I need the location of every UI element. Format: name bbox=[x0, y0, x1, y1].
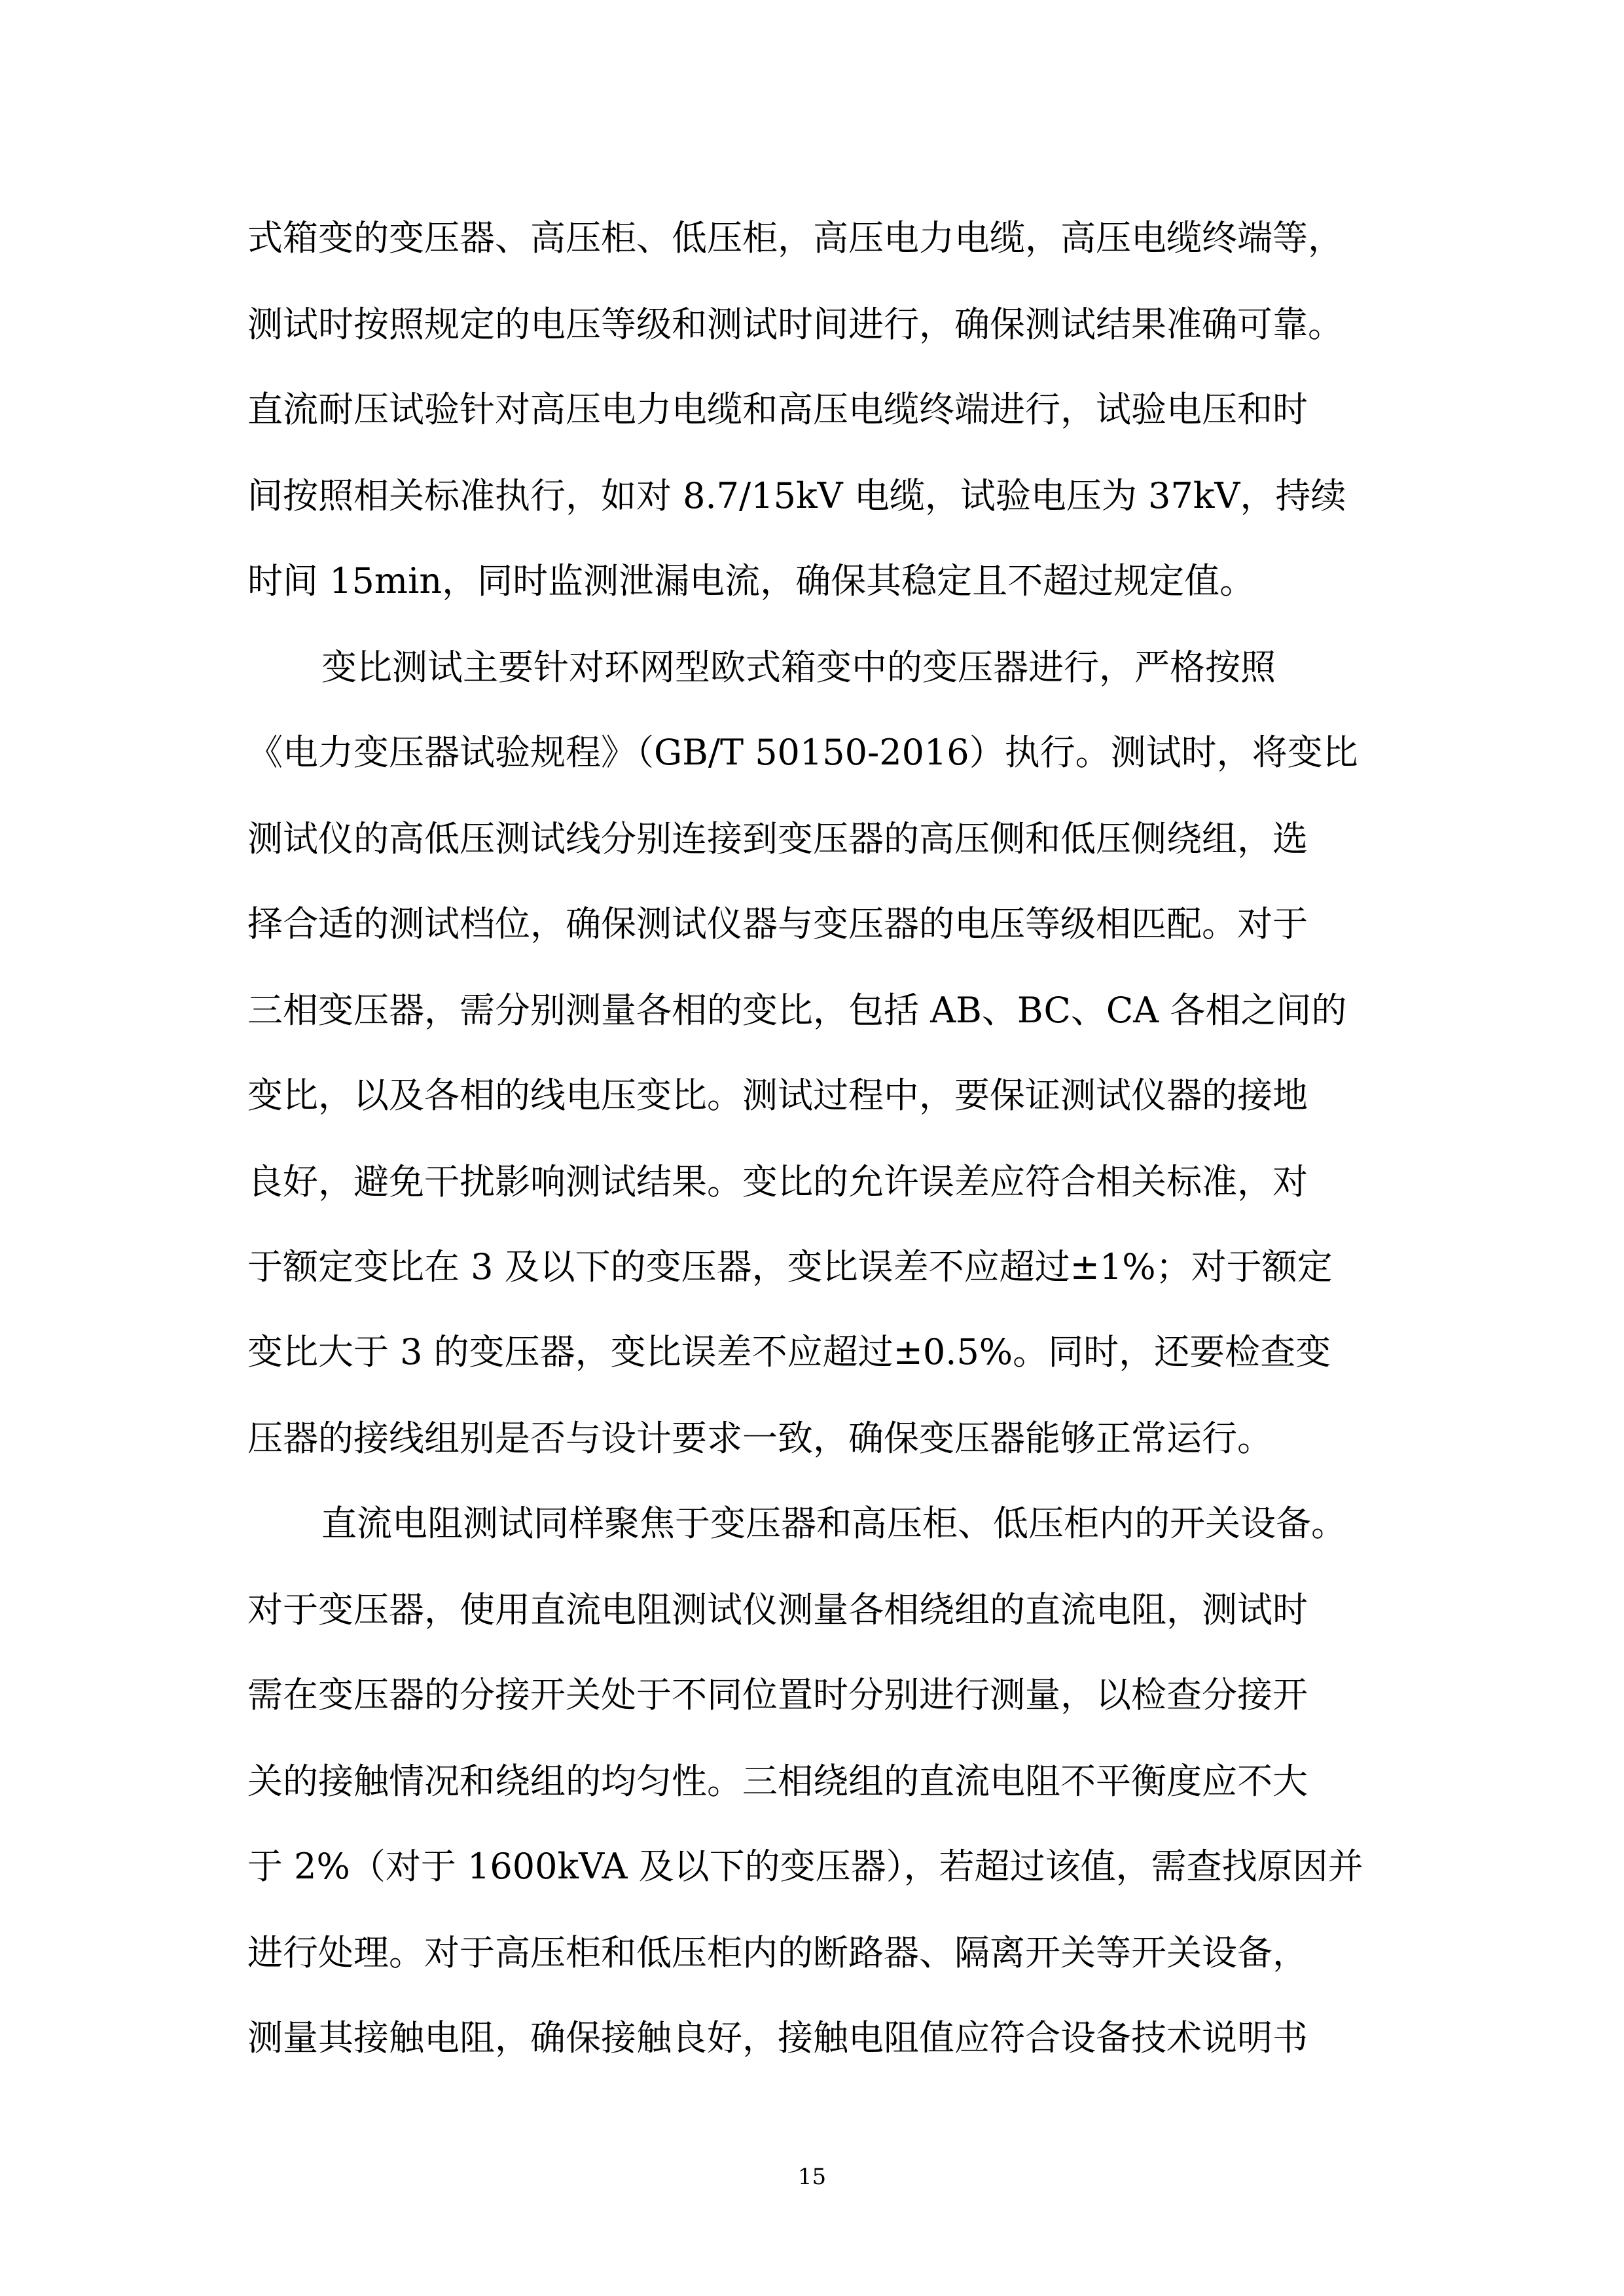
paragraph-2-line-10: 压器的接线组别是否与设计要求一致，确保变压器能够正常运行。 bbox=[247, 1418, 1272, 1459]
paragraph-2-line-9: 变比大于 3 的变压器，变比误差不应超过±0.5%。同时，还要检查变 bbox=[247, 1331, 1331, 1372]
paragraph-2-line-7: 良好，避免干扰影响测试结果。变比的允许误差应符合相关标准，对 bbox=[247, 1161, 1308, 1202]
paragraph-3-line-5: 于 2%（对于 1600kVA 及以下的变压器），若超过该值，需查找原因并 bbox=[247, 1846, 1363, 1887]
paragraph-2-line-8: 于额定变比在 3 及以下的变压器，变比误差不应超过±1%；对于额定 bbox=[247, 1246, 1333, 1287]
paragraph-1-line-1: 式箱变的变压器、高压柜、低压柜，高压电力电缆，高压电缆终端等， bbox=[247, 217, 1343, 259]
page-number: 15 bbox=[797, 2164, 827, 2190]
paragraph-2-line-6: 变比，以及各相的线电压变比。测试过程中，要保证测试仪器的接地 bbox=[247, 1075, 1308, 1116]
paragraph-2-line-4: 择合适的测试档位，确保测试仪器与变压器的电压等级相匹配。对于 bbox=[247, 903, 1308, 944]
paragraph-2-line-5: 三相变压器，需分别测量各相的变比，包括 AB、BC、CA 各相之间的 bbox=[247, 990, 1347, 1031]
paragraph-2-line-3: 测试仪的高低压测试线分别连接到变压器的高压侧和低压侧绕组，选 bbox=[247, 818, 1308, 859]
paragraph-1-line-4: 间按照相关标准执行，如对 8.7/15kV 电缆，试验电压为 37kV，持续 bbox=[247, 475, 1346, 516]
paragraph-3-line-2: 对于变压器，使用直流电阻测试仪测量各相绕组的直流电阻，测试时 bbox=[247, 1589, 1308, 1630]
paragraph-1-line-2: 测试时按照规定的电压等级和测试时间进行，确保测试结果准确可靠。 bbox=[247, 304, 1343, 345]
paragraph-3-line-7: 测量其接触电阻，确保接触良好，接触电阻值应符合设备技术说明书 bbox=[247, 2017, 1308, 2058]
paragraph-1-line-3: 直流耐压试验针对高压电力电缆和高压电缆终端进行，试验电压和时 bbox=[247, 389, 1308, 430]
paragraph-3-line-3: 需在变压器的分接开关处于不同位置时分别进行测量，以检查分接开 bbox=[247, 1674, 1308, 1715]
paragraph-3-line-6: 进行处理。对于高压柜和低压柜内的断路器、隔离开关等开关设备， bbox=[247, 1932, 1308, 1973]
paragraph-3-line-1: 直流电阻测试同样聚焦于变压器和高压柜、低压柜内的开关设备。 bbox=[321, 1503, 1346, 1544]
paragraph-1-line-5: 时间 15min，同时监测泄漏电流，确保其稳定且不超过规定值。 bbox=[247, 560, 1255, 601]
paragraph-2-line-2: 《电力变压器试验规程》（GB/T 50150-2016）执行。测试时，将变比 bbox=[247, 732, 1358, 773]
paragraph-3-line-4: 关的接触情况和绕组的均匀性。三相绕组的直流电阻不平衡度应不大 bbox=[247, 1761, 1308, 1802]
paragraph-2-line-1: 变比测试主要针对环网型欧式箱变中的变压器进行，严格按照 bbox=[321, 647, 1276, 688]
